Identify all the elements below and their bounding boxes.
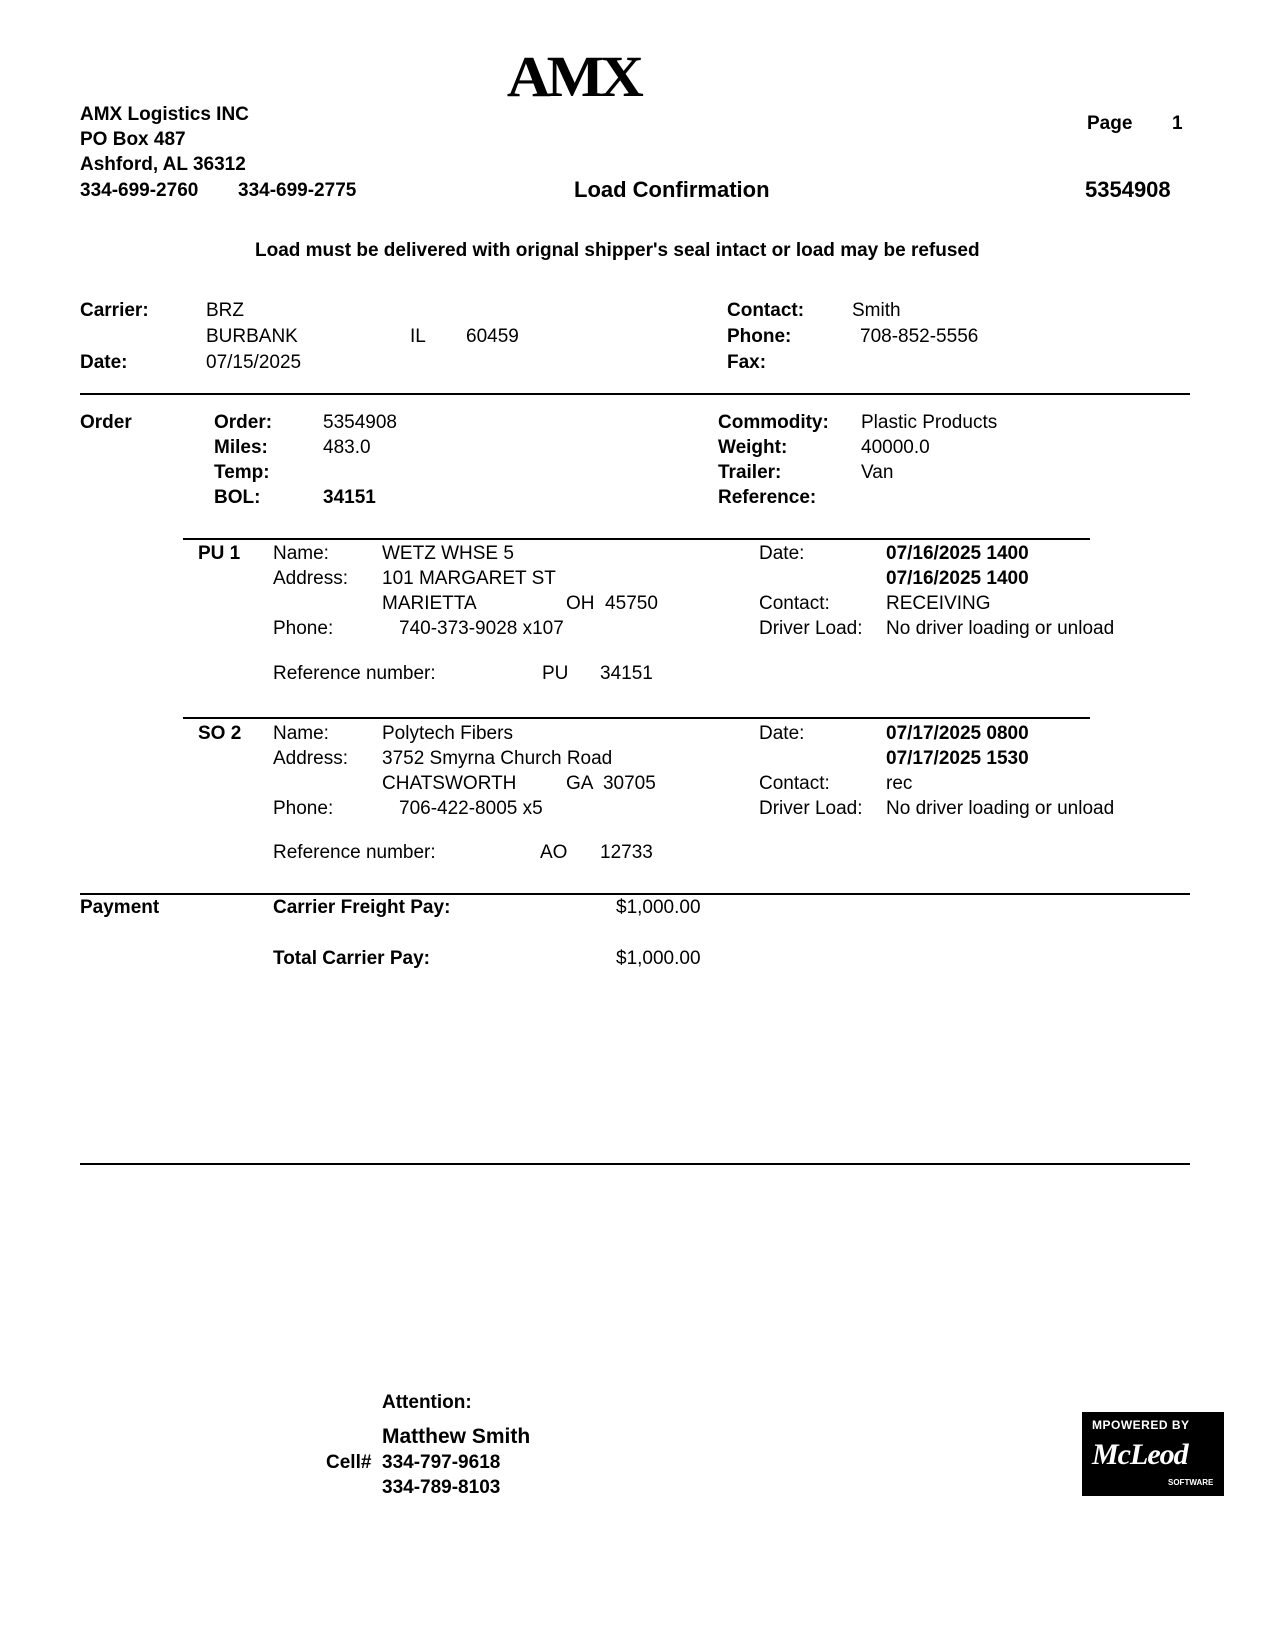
- company-po-box: PO Box 487: [80, 129, 186, 150]
- mcleod-badge: [1082, 1412, 1224, 1496]
- stop-name: WETZ WHSE 5: [382, 543, 514, 564]
- badge-line-3: SOFTWARE: [1168, 1478, 1214, 1487]
- divider-footer: [80, 1163, 1190, 1165]
- stop-date-1: 07/17/2025 0800: [886, 723, 1029, 744]
- attention-cell: 334-797-9618: [382, 1452, 501, 1473]
- contact-label: Contact:: [727, 300, 805, 321]
- stop-city: CHATSWORTH: [382, 773, 517, 794]
- total-pay-label: Total Carrier Pay:: [273, 948, 430, 969]
- stop-date-2: 07/17/2025 1530: [886, 748, 1029, 769]
- divider-carrier: [80, 393, 1190, 395]
- stop-name: Polytech Fibers: [382, 723, 513, 744]
- commodity-value: Plastic Products: [861, 412, 998, 433]
- bol-label: BOL:: [214, 487, 261, 508]
- company-phone-2: 334-699-2775: [238, 180, 357, 201]
- stop-phone: 740-373-9028 x107: [399, 618, 564, 639]
- attention-name: Matthew Smith: [382, 1425, 531, 1448]
- stop-phone-label: Phone:: [273, 798, 334, 819]
- order-label: Order:: [214, 412, 273, 433]
- stop-driver-load: No driver loading or unload: [886, 798, 1115, 819]
- carrier-date: 07/15/2025: [206, 352, 302, 373]
- freight-pay-label: Carrier Freight Pay:: [273, 897, 451, 918]
- stop-date-label: Date:: [759, 723, 805, 744]
- stop-name-label: Name:: [273, 543, 329, 564]
- carrier-name: BRZ: [206, 300, 244, 321]
- stop-name-label: Name:: [273, 723, 329, 744]
- company-logo: AMX: [506, 44, 640, 109]
- stop-address-label: Address:: [273, 568, 348, 589]
- divider-stop-1: [183, 538, 1090, 540]
- stop-state-zip: GA 30705: [566, 773, 656, 794]
- seal-notice: Load must be delivered with orignal shipper's seal intact or load may be refused: [255, 240, 980, 261]
- stop-contact: rec: [886, 773, 913, 794]
- stop-state-zip: OH 45750: [566, 593, 658, 614]
- stop-driver-load-label: Driver Load:: [759, 798, 863, 819]
- weight-value: 40000.0: [861, 437, 930, 458]
- company-name: AMX Logistics INC: [80, 104, 249, 125]
- attention-cell-label: Cell#: [326, 1452, 372, 1473]
- document-title: Load Confirmation: [574, 177, 770, 202]
- stop-address: 101 MARGARET ST: [382, 568, 556, 589]
- order-section-label: Order: [80, 412, 132, 433]
- stop-code: SO 2: [198, 723, 242, 744]
- bol-value: 34151: [323, 487, 376, 508]
- stop-ref-value: 34151: [600, 663, 653, 684]
- stop-ref-value: 12733: [600, 842, 653, 863]
- company-city-state-zip: Ashford, AL 36312: [80, 154, 246, 175]
- document-number: 5354908: [1085, 177, 1171, 202]
- contact-value: Smith: [852, 300, 901, 321]
- stop-ref-label: Reference number:: [273, 842, 436, 863]
- stop-address-label: Address:: [273, 748, 348, 769]
- carrier-date-label: Date:: [80, 352, 128, 373]
- carrier-phone-label: Phone:: [727, 326, 792, 347]
- weight-label: Weight:: [718, 437, 788, 458]
- carrier-city: BURBANK: [206, 326, 298, 347]
- stop-driver-load: No driver loading or unload: [886, 618, 1115, 639]
- freight-pay-value: $1,000.00: [616, 897, 701, 918]
- total-pay-value: $1,000.00: [616, 948, 701, 969]
- divider-payment: [80, 893, 1190, 895]
- commodity-label: Commodity:: [718, 412, 829, 433]
- carrier-fax-label: Fax:: [727, 352, 767, 373]
- trailer-value: Van: [861, 462, 894, 483]
- reference-label: Reference:: [718, 487, 817, 508]
- carrier-state: IL: [410, 326, 426, 347]
- stop-phone: 706-422-8005 x5: [399, 798, 543, 819]
- page-label: Page: [1087, 113, 1133, 134]
- company-phone-1: 334-699-2760: [80, 180, 199, 201]
- order-value: 5354908: [323, 412, 397, 433]
- stop-contact: RECEIVING: [886, 593, 991, 614]
- badge-logo-text: McLeod: [1092, 1438, 1188, 1471]
- stop-contact-label: Contact:: [759, 773, 830, 794]
- attention-phone: 334-789-8103: [382, 1477, 501, 1498]
- stop-phone-label: Phone:: [273, 618, 334, 639]
- stop-driver-load-label: Driver Load:: [759, 618, 863, 639]
- carrier-phone: 708-852-5556: [860, 326, 979, 347]
- temp-label: Temp:: [214, 462, 270, 483]
- attention-label: Attention:: [382, 1392, 472, 1413]
- miles-label: Miles:: [214, 437, 268, 458]
- page-number: 1: [1172, 113, 1183, 134]
- stop-ref-label: Reference number:: [273, 663, 436, 684]
- stop-date-2: 07/16/2025 1400: [886, 568, 1029, 589]
- stop-date-1: 07/16/2025 1400: [886, 543, 1029, 564]
- trailer-label: Trailer:: [718, 462, 782, 483]
- stop-contact-label: Contact:: [759, 593, 830, 614]
- carrier-label: Carrier:: [80, 300, 149, 321]
- badge-line-1: MPOWERED BY: [1092, 1418, 1190, 1432]
- divider-stop-2: [183, 717, 1090, 719]
- miles-value: 483.0: [323, 437, 371, 458]
- stop-city: MARIETTA: [382, 593, 477, 614]
- carrier-zip: 60459: [466, 326, 519, 347]
- stop-ref-type: PU: [542, 663, 569, 684]
- payment-section-label: Payment: [80, 897, 160, 918]
- stop-ref-type: AO: [540, 842, 568, 863]
- stop-code: PU 1: [198, 543, 241, 564]
- stop-address: 3752 Smyrna Church Road: [382, 748, 613, 769]
- stop-date-label: Date:: [759, 543, 805, 564]
